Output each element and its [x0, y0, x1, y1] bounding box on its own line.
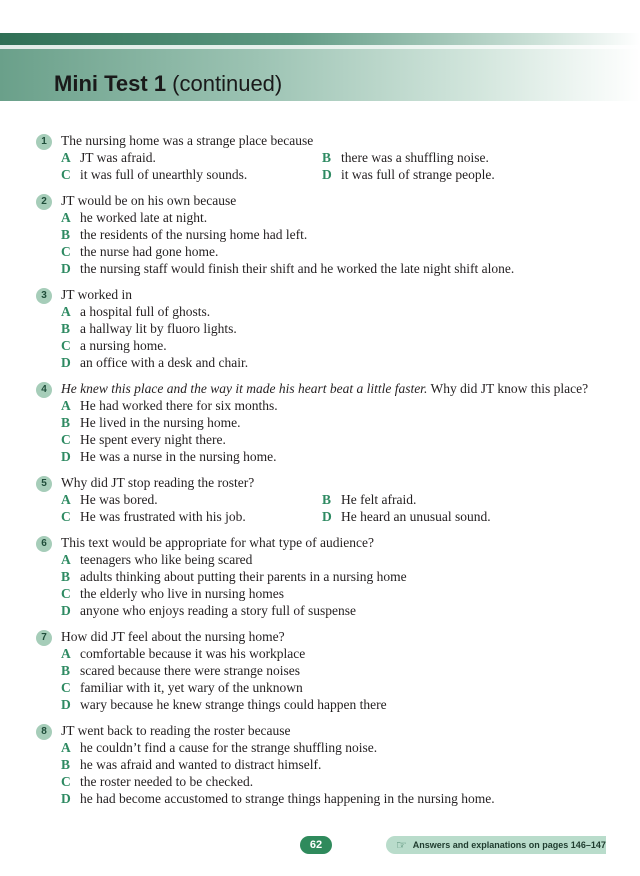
option-text: teenagers who like being scared	[80, 552, 253, 567]
answers-reference-text: Answers and explanations on pages 146–147	[412, 840, 606, 850]
option-letter: D	[322, 509, 332, 524]
option-text: a nursing home.	[80, 338, 167, 353]
option-d[interactable]	[61, 260, 596, 277]
option-a[interactable]	[61, 209, 596, 226]
question-3	[36, 286, 596, 371]
option-letter: A	[61, 552, 71, 567]
option-letter: B	[322, 492, 332, 507]
option-c[interactable]	[61, 773, 596, 790]
option-letter: C	[61, 509, 71, 524]
option-text: he worked late at night.	[80, 210, 208, 225]
page-number-badge: 62	[300, 836, 332, 854]
title-rest: (continued)	[166, 71, 283, 96]
option-letter: D	[61, 261, 71, 276]
option-letter: C	[61, 167, 71, 182]
question-stem: Why did JT stop reading the roster?	[61, 475, 255, 490]
option-text: JT was afraid.	[80, 150, 156, 165]
option-letter: B	[61, 321, 71, 336]
question-number-badge: 6	[36, 536, 52, 552]
question-list	[36, 132, 596, 816]
option-b[interactable]	[61, 226, 596, 243]
option-letter: A	[61, 210, 71, 225]
option-letter: C	[61, 680, 71, 695]
question-number-badge: 5	[36, 476, 52, 492]
option-text: familiar with it, yet wary of the unknown	[80, 680, 303, 695]
option-letter: B	[322, 150, 332, 165]
option-letter: B	[61, 227, 71, 242]
question-7	[36, 628, 596, 713]
option-text: the residents of the nursing home had left.	[80, 227, 308, 242]
option-c[interactable]	[61, 337, 596, 354]
option-letter: C	[61, 432, 71, 447]
option-text: He lived in the nursing home.	[80, 415, 241, 430]
option-b[interactable]	[61, 568, 596, 585]
option-a[interactable]	[61, 149, 322, 166]
option-letter: D	[61, 791, 71, 806]
option-letter: D	[61, 697, 71, 712]
option-text: wary because he knew strange things could happen there	[80, 697, 387, 712]
title-bold: Mini Test 1	[54, 71, 167, 96]
option-text: the nurse had gone home.	[80, 244, 219, 259]
option-text: he had become accustomed to strange things happening in the nursing home.	[80, 791, 495, 806]
option-a[interactable]	[61, 739, 596, 756]
question-stem	[61, 380, 596, 397]
question-stem: This text would be appropriate for what type of audience?	[61, 535, 375, 550]
option-d[interactable]	[61, 696, 596, 713]
option-a[interactable]	[61, 645, 596, 662]
option-letter: A	[61, 492, 71, 507]
question-stem: JT would be on his own because	[61, 193, 237, 208]
option-c[interactable]	[61, 243, 596, 260]
option-text: He heard an unusual sound.	[341, 509, 491, 524]
option-letter: B	[61, 569, 71, 584]
option-text: comfortable because it was his workplace	[80, 646, 306, 661]
option-text: He was frustrated with his job.	[80, 509, 246, 524]
quoted-extract: He knew this place and the way it made his heart beat a little faster.	[61, 381, 428, 396]
option-letter: A	[61, 740, 71, 755]
option-letter: B	[61, 415, 71, 430]
option-text: a hospital full of ghosts.	[80, 304, 211, 319]
question-6	[36, 534, 596, 619]
option-a[interactable]	[61, 491, 322, 508]
option-text: anyone who enjoys reading a story full of suspense	[80, 603, 356, 618]
option-c[interactable]	[61, 585, 596, 602]
option-text: he was afraid and wanted to distract himself.	[80, 757, 322, 772]
question-prompt: Why did JT know this place?	[427, 381, 589, 396]
question-4	[36, 380, 596, 465]
option-text: the roster needed to be checked.	[80, 774, 254, 789]
option-text: He was bored.	[80, 492, 158, 507]
option-c[interactable]	[61, 166, 322, 183]
option-a[interactable]	[61, 303, 596, 320]
question-5	[36, 474, 596, 525]
option-c[interactable]	[61, 679, 596, 696]
option-text: the nursing staff would finish their shift and he worked the late night shift alone.	[80, 261, 515, 276]
option-letter: C	[61, 586, 71, 601]
option-b[interactable]	[61, 414, 596, 431]
question-number-badge: 8	[36, 724, 52, 740]
option-text: He had worked there for six months.	[80, 398, 278, 413]
option-text: scared because there were strange noises	[80, 663, 301, 678]
answers-reference-tab	[386, 836, 606, 854]
option-letter: C	[61, 774, 71, 789]
option-d[interactable]	[61, 354, 596, 371]
option-a[interactable]	[61, 397, 596, 414]
option-letter: A	[61, 646, 71, 661]
option-letter: D	[61, 355, 71, 370]
question-number-badge: 1	[36, 134, 52, 150]
pointing-hand-icon: ☞	[396, 838, 407, 852]
option-text: he couldn’t find a cause for the strange shuffling noise.	[80, 740, 378, 755]
option-b[interactable]	[61, 320, 596, 337]
option-text: there was a shuffling noise.	[341, 150, 489, 165]
option-letter: D	[61, 449, 71, 464]
option-d[interactable]	[322, 508, 582, 525]
question-stem: The nursing home was a strange place because	[61, 133, 314, 148]
option-d[interactable]	[322, 166, 582, 183]
question-8	[36, 722, 596, 807]
option-letter: D	[61, 603, 71, 618]
option-b[interactable]	[322, 491, 582, 508]
option-a[interactable]	[61, 551, 596, 568]
option-letter: B	[61, 663, 71, 678]
option-b[interactable]	[61, 662, 596, 679]
option-letter: D	[322, 167, 332, 182]
question-number-badge: 4	[36, 382, 52, 398]
option-text: an office with a desk and chair.	[80, 355, 249, 370]
question-stem: JT worked in	[61, 287, 132, 302]
question-stem: How did JT feel about the nursing home?	[61, 629, 285, 644]
question-2	[36, 192, 596, 277]
option-letter: C	[61, 338, 71, 353]
option-text: He was a nurse in the nursing home.	[80, 449, 277, 464]
option-text: He felt afraid.	[341, 492, 417, 507]
option-letter: A	[61, 304, 71, 319]
option-b[interactable]	[322, 149, 582, 166]
option-letter: B	[61, 757, 71, 772]
option-c[interactable]	[61, 431, 596, 448]
question-number-badge: 3	[36, 288, 52, 304]
option-d[interactable]	[61, 448, 596, 465]
page-title	[54, 71, 282, 97]
option-text: a hallway lit by fluoro lights.	[80, 321, 237, 336]
option-text: it was full of strange people.	[341, 167, 495, 182]
question-1	[36, 132, 596, 183]
question-number-badge: 2	[36, 194, 52, 210]
option-letter: C	[61, 244, 71, 259]
option-text: adults thinking about putting their parents in a nursing home	[80, 569, 407, 584]
option-text: it was full of unearthly sounds.	[80, 167, 248, 182]
option-letter: A	[61, 398, 71, 413]
option-d[interactable]	[61, 602, 596, 619]
option-c[interactable]	[61, 508, 322, 525]
option-b[interactable]	[61, 756, 596, 773]
question-stem: JT went back to reading the roster because	[61, 723, 291, 738]
option-text: the elderly who live in nursing homes	[80, 586, 284, 601]
option-text: He spent every night there.	[80, 432, 226, 447]
question-number-badge: 7	[36, 630, 52, 646]
option-letter: A	[61, 150, 71, 165]
option-d[interactable]	[61, 790, 596, 807]
